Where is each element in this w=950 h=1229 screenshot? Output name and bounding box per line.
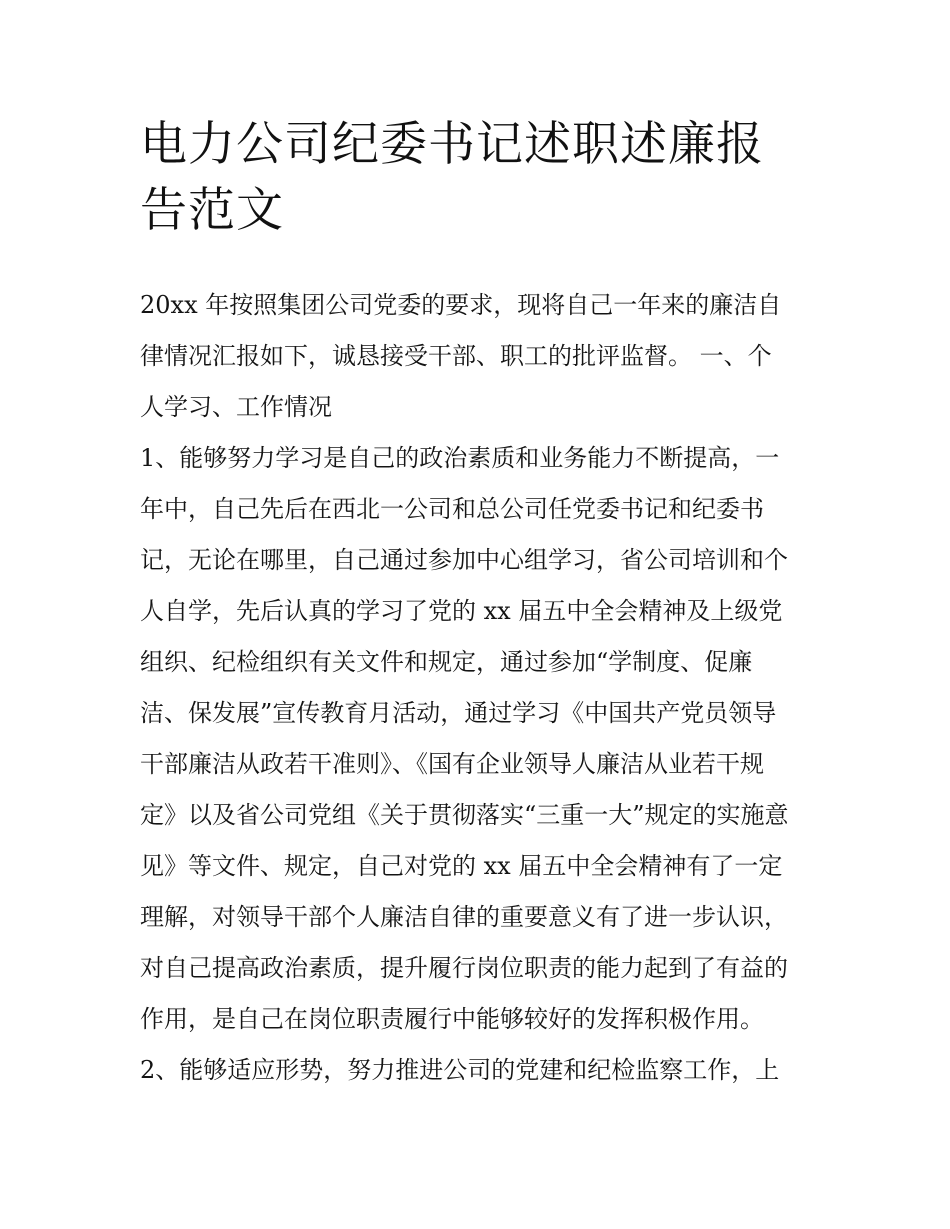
- body-line: 记，无论在哪里，自己通过参加中心组学习，省公司培训和个: [140, 546, 788, 574]
- body-line: 律情况汇报如下，诚恳接受干部、职工的批评监督。 一、个: [140, 342, 772, 370]
- body-line: 理解，对领导干部个人廉洁自律的重要意义有了进一步认识，: [140, 903, 788, 931]
- body-line: 人自学，先后认真的学习了党的 xx 届五中全会精神及上级党: [140, 597, 783, 625]
- body-line: 洁、保发展”宣传教育月活动，通过学习《中国共产党员领导: [140, 699, 777, 727]
- body-line: 作用，是自己在岗位职责履行中能够较好的发挥积极作用。: [140, 1005, 764, 1033]
- body-line: 年中，自己先后在西北一公司和总公司任党委书记和纪委书: [140, 495, 764, 523]
- body-line: 1、能够努力学习是自己的政治素质和业务能力不断提高，一: [140, 444, 780, 472]
- body-line: 组织、纪检组织有关文件和规定，通过参加“学制度、促廉: [140, 648, 753, 676]
- document-title: [140, 112, 830, 244]
- body-line: 人学习、工作情况: [140, 393, 332, 421]
- body-line: 对自己提高政治素质，提升履行岗位职责的能力起到了有益的: [140, 954, 788, 982]
- title-line: 电力公司纪委书记述职述廉报: [140, 117, 764, 172]
- body-line: 见》等文件、规定，自己对党的 xx 届五中全会精神有了一定: [140, 852, 783, 880]
- body-line: 20xx 年按照集团公司党委的要求，现将自己一年来的廉洁自: [140, 291, 782, 319]
- body-line: 定》以及省公司党组《关于贯彻落实“三重一大”规定的实施意: [140, 801, 789, 829]
- document-body: [140, 280, 830, 1096]
- body-line: 干部廉洁从政若干准则》、《国有企业领导人廉洁从业若干规: [140, 750, 764, 778]
- title-line: 告范文: [140, 183, 284, 238]
- body-line: 2、能够适应形势，努力推进公司的党建和纪检监察工作，上: [140, 1056, 780, 1084]
